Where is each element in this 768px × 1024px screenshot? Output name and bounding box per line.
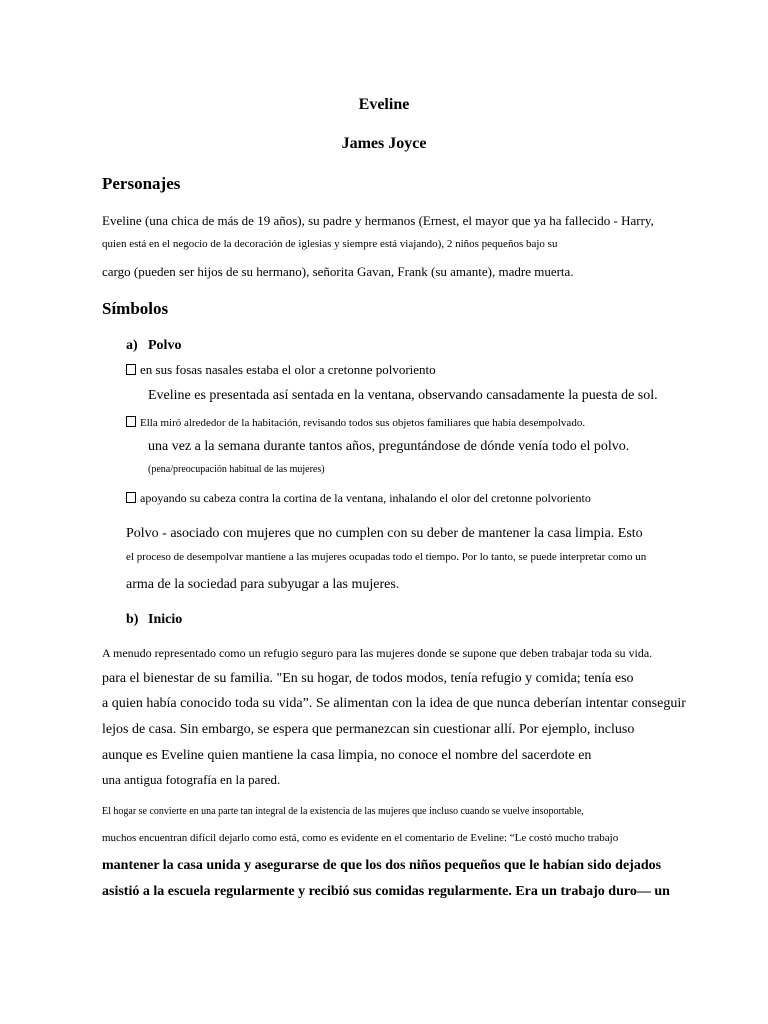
inicio-para2-line-3: mantener la casa unida y asegurarse de que los dos niños pequeños que le habían sido dejados [102,858,662,873]
bullet-box-icon [126,364,136,375]
inicio-para1-line-6: una antigua fotografía en la pared. [102,772,281,787]
personajes-line-3: cargo (pueden ser hijos de su hermano), señorita Gavan, Frank (su amante), madre muerta. [102,264,574,279]
subsection-marker-a: a) [126,338,138,353]
document-author: James Joyce [341,135,427,152]
personajes-line-2: quien está en el negocio de la decoración de iglesias y siempre está viajando), 2 niños pequeños bajo su [102,238,558,250]
personajes-line-1: Eveline (una chica de más de 19 años), su padre y hermanos (Ernest, el mayor que ya ha fallecido - Harry, [102,213,654,228]
bullet-text: apoyando su cabeza contra la cortina de la ventana, inhalando el olor del cretonne polvoriento [140,491,591,505]
bullet-item [126,363,436,376]
bullet-continuation: Eveline es presentada así sentada en la ventana, observando cansadamente la puesta de sol. [148,388,658,403]
bullet-note: (pena/preocupación habitual de las mujeres) [148,464,325,475]
subsection-marker-b: b) [126,612,139,627]
polvo-para-line-1: Polvo - asociado con mujeres que no cumplen con su deber de mantener la casa limpia. Esto [126,526,643,541]
inicio-para2-line-4: asistió a la escuela regularmente y recibió sus comidas regularmente. Era un trabajo duro— un [102,884,670,899]
inicio-para1-line-2: para el bienestar de su familia. "En su hogar, de todos modos, tenía refugio y comida; tenía eso [102,671,634,686]
inicio-para1-line-5: aunque es Eveline quien mantiene la casa limpia, no conoce el nombre del sacerdote en [102,748,592,763]
bullet-box-icon [126,492,136,503]
bullet-continuation: una vez a la semana durante tantos años, preguntándose de dónde venía todo el polvo. [148,439,630,454]
inicio-para1-line-4: lejos de casa. Sin embargo, se espera que permanezcan sin cuestionar allí. Por ejemplo, incluso [102,722,635,737]
polvo-para-line-3: arma de la sociedad para subyugar a las mujeres. [126,577,400,592]
section-heading-personajes: Personajes [102,174,181,193]
section-heading-simbolos: Símbolos [102,299,169,318]
subsection-heading-inicio: Inicio [148,612,183,627]
inicio-para1-line-3: a quien había conocido toda su vida”. Se alimentan con la idea de que nunca deberían intentar conseguir [102,696,686,711]
inicio-para1-line-1: A menudo representado como un refugio seguro para las mujeres donde se supone que deben trabajar toda su vida. [102,646,653,660]
document-title: Eveline [358,96,410,113]
inicio-para2-line-1: El hogar se convierte en una parte tan integral de la existencia de las mujeres que incluso cuando se vuelve insoportable, [102,806,584,817]
bullet-text: en sus fosas nasales estaba el olor a cretonne polvoriento [140,362,436,377]
bullet-item [126,492,591,504]
polvo-para-line-2: el proceso de desempolvar mantiene a las mujeres ocupadas todo el tiempo. Por lo tanto, se puede interpretar como un [126,551,647,563]
bullet-box-icon [126,416,136,427]
bullet-item [126,416,585,429]
bullet-text: Ella miró alrededor de la habitación, revisando todos sus objetos familiares que había desempolvado. [140,417,586,429]
subsection-heading-polvo: Polvo [148,338,182,353]
inicio-para2-line-2: muchos encuentran difícil dejarlo como está, como es evidente en el comentario de Eveline: “Le costó mucho trabajo [102,832,619,844]
